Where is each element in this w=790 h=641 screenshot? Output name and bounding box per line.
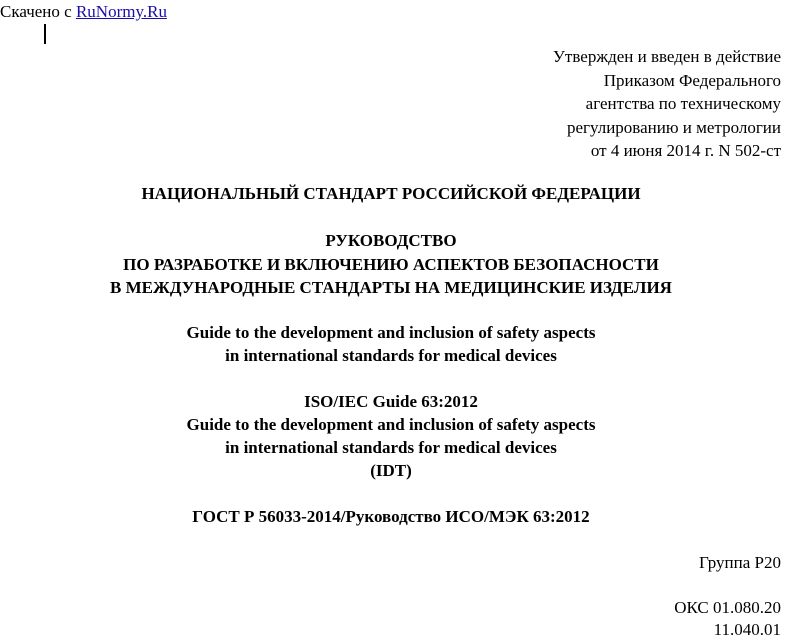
english-title-line: Guide to the development and inclusion of safety aspects bbox=[186, 323, 596, 342]
iso-reference bbox=[0, 390, 782, 482]
national-standard-title: НАЦИОНАЛЬНЫЙ СТАНДАРТ РОССИЙСКОЙ ФЕДЕРАЦИИ bbox=[141, 184, 641, 203]
iso-reference-line: ISO/IEC Guide 63:2012 bbox=[304, 392, 478, 411]
guide-title-line: В МЕЖДУНАРОДНЫЕ СТАНДАРТЫ НА МЕДИЦИНСКИЕ ИЗДЕЛИЯ bbox=[110, 278, 672, 297]
english-title-line: in international standards for medical devices bbox=[225, 346, 557, 365]
source-prefix: Скачено с bbox=[0, 2, 76, 21]
guide-title bbox=[0, 229, 782, 300]
approval-line: регулированию и метрологии bbox=[566, 117, 781, 137]
runormy-link[interactable]: RuNormy.Ru bbox=[75, 2, 167, 21]
english-title bbox=[0, 321, 782, 367]
text-cursor bbox=[44, 24, 46, 44]
approval-line: Утвержден и введен в действие bbox=[552, 47, 781, 66]
approval-line: от 4 июня 2014 г. N 502-ст bbox=[590, 141, 781, 160]
oks-code-line: ОКС 01.080.20 bbox=[674, 598, 781, 617]
iso-reference-line: (IDT) bbox=[370, 461, 412, 480]
iso-reference-line: Guide to the development and inclusion of safety aspects bbox=[186, 415, 596, 434]
approval-line: агентства по техническому bbox=[585, 94, 781, 113]
iso-reference-line: in international standards for medical devices bbox=[225, 438, 557, 457]
approval-line: Приказом Федерального bbox=[603, 70, 781, 90]
gost-designation: ГОСТ Р 56033-2014/Руководство ИСО/МЭК 63:2012 bbox=[192, 507, 590, 526]
guide-title-line: ПО РАЗРАБОТКЕ И ВКЛЮЧЕНИЮ АСПЕКТОВ БЕЗОПАСНОСТИ bbox=[123, 254, 659, 274]
guide-title-line: РУКОВОДСТВО bbox=[325, 231, 457, 250]
group-code: Группа Р20 bbox=[699, 553, 781, 572]
oks-code-line: 11.040.01 bbox=[713, 620, 781, 639]
approval-block bbox=[553, 45, 781, 163]
source-line bbox=[0, 2, 167, 22]
oks-codes bbox=[674, 597, 781, 641]
